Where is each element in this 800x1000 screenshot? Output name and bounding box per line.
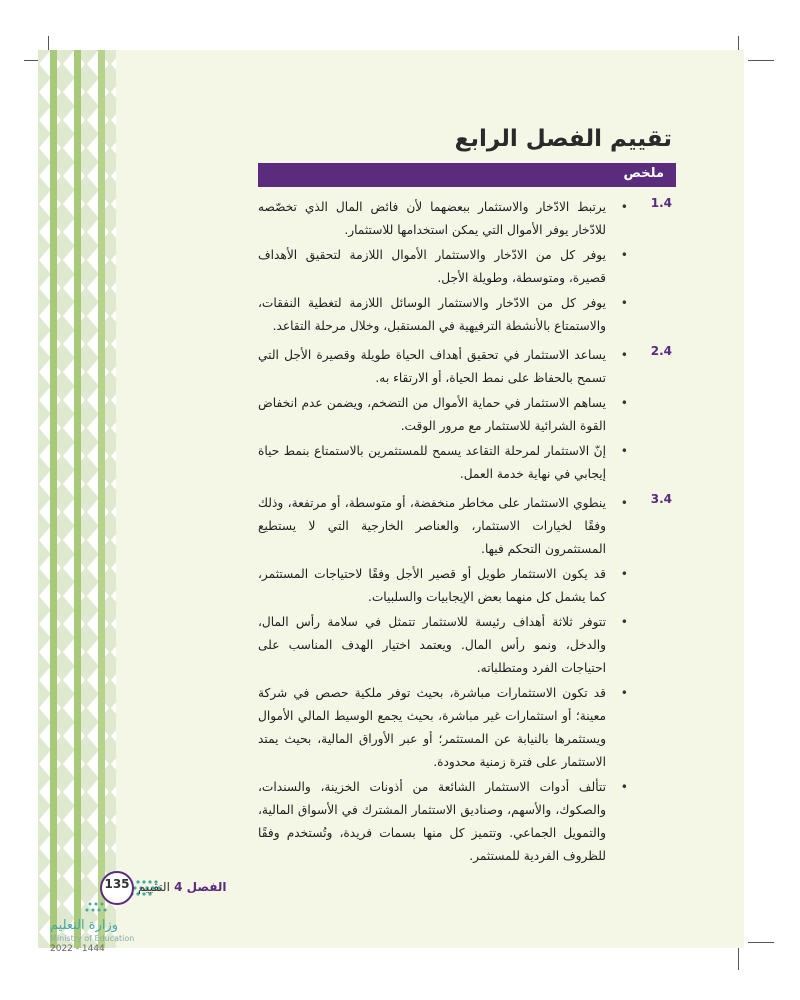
crop-mark — [748, 942, 774, 943]
chapter-label: الفصل — [186, 880, 227, 894]
section-number: 2.4 — [650, 344, 672, 358]
list-item: • يوفر كل من الادّخار والاستثمار الأموال اللازمة لتحقيق الأهداف قصيرة، ومتوسطة، وطويلة الأجل. — [258, 244, 606, 290]
bullet-list — [258, 492, 670, 868]
section-3-4 — [258, 492, 670, 868]
section-number: 3.4 — [650, 492, 672, 506]
page-number: 135 — [104, 877, 130, 891]
list-item: • يرتبط الادّخار والاستثمار ببعضهما لأن فائض المال الذي تخصّصه للادّخار يوفر الأموال التي يمكن استخدامها للاستثمار. — [258, 196, 606, 242]
list-item: • تتألف أدوات الاستثمار الشائعة من أذونات الخزينة، والسندات، والصكوك، والأسهم، وصناديق الاستثمار المشترك في الأسواق المالية، والتمويل الجماعي. وتتميز كل منها بسمات فريدة، وتُستخدم وفقًا للظروف الفردية للمستثمر. — [258, 776, 606, 868]
chapter-topic: التقييم — [138, 880, 170, 894]
ministry-name-arabic: وزارة التعليم — [50, 918, 119, 933]
ministry-name-english: Ministry of Education — [50, 934, 135, 943]
chapter-footer — [138, 880, 226, 894]
chapter-number: 4 — [174, 880, 183, 894]
crop-mark — [748, 60, 774, 61]
list-item: • ينطوي الاستثمار على مخاطر منخفضة، أو متوسطة، أو مرتفعة، وذلك وفقًا لخيارات الاستثمار، والعناصر الخارجية التي لا يستطيع المستثمرون التحكم فيها. — [258, 492, 606, 561]
summary-label: ملخص — [623, 166, 664, 181]
list-item: • يساعد الاستثمار في تحقيق أهداف الحياة طويلة وقصيرة الأجل التي تسمح بالحفاظ على نمط الحياة، أو الارتقاء به. — [258, 344, 606, 390]
list-item: • يوفر كل من الادّخار والاستثمار الوسائل اللازمة لتغطية النفقات، والاستمتاع بالأنشطة الترفيهية في المستقبل، وخلال مرحلة التقاعد. — [258, 292, 606, 338]
ministry-logo-icon — [50, 900, 120, 916]
page-title: تقييم الفصل الرابع — [454, 126, 672, 152]
list-item: • قد يكون الاستثمار طويل أو قصير الأجل وفقًا لاحتياجات المستثمر، كما يشمل كل منهما بعض الإيجابيات والسلبيات. — [258, 563, 606, 609]
summary-sections — [258, 196, 670, 874]
section-1-4 — [258, 196, 670, 338]
section-number: 1.4 — [650, 196, 672, 210]
edition-year: 2022 - 1444 — [50, 944, 105, 954]
list-item: • قد تكون الاستثمارات مباشرة، بحيث توفر ملكية حصص في شركة معينة؛ أو استثمارات غير مباشرة، بحيث يجمع الوسيط المالي الأموال ويستثمرها بالنيابة عن المستثمر؛ أو عبر الأوراق المالية، بحيث يمتد الاستثمار على فترة زمنية محدودة. — [258, 682, 606, 774]
list-item: • تتوفر ثلاثة أهداف رئيسة للاستثمار تتمثل في سلامة رأس المال، والدخل، ونمو رأس المال. ويعتمد اختيار الهدف المناسب على احتياجات الفرد ومتطلباته. — [258, 611, 606, 680]
list-item: • يساهم الاستثمار في حماية الأموال من التضخم، ويضمن عدم انخفاض القوة الشرائية للاستثمار مع مرور الوقت. — [258, 392, 606, 438]
summary-header-bar — [258, 163, 676, 187]
section-2-4 — [258, 344, 670, 486]
bullet-list — [258, 344, 670, 486]
list-item: • إنّ الاستثمار لمرحلة التقاعد يسمح للمستثمرين بالاستمتاع بنمط حياة إيجابي في نهاية خدمة العمل. — [258, 440, 606, 486]
bullet-list — [258, 196, 670, 338]
